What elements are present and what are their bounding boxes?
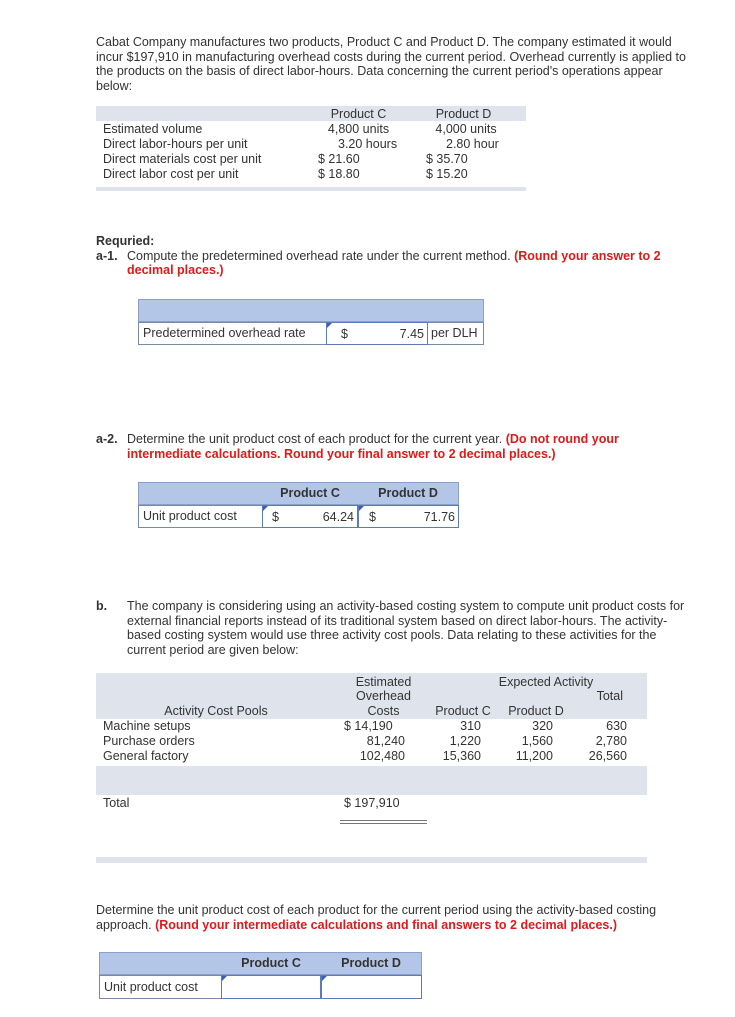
cell-c: 3.20 hours	[338, 137, 398, 151]
double-underline	[340, 820, 427, 821]
intro-line: the products on the basis of direct labor-hours. Data concerning the current period's operations appear	[96, 64, 663, 78]
pool-c: 310	[460, 719, 481, 733]
currency-symbol: $	[341, 327, 348, 341]
pool-cost: 102,480	[359, 749, 405, 763]
total-label: Total	[103, 796, 130, 810]
col-header-est-1: Estimated	[355, 675, 412, 689]
rate-value: 7.45	[399, 327, 424, 341]
pool-total: 2,780	[595, 734, 627, 748]
unit-cost-table-a2	[138, 482, 459, 529]
rate-unit: per DLH	[431, 326, 478, 340]
question-line: external financial reports instead of its traditional system based on direct labor-hours. The activity-	[127, 613, 668, 628]
question-line: based costing system would use three activity cost pools. Data relating to these activities for the	[127, 628, 657, 642]
question-number: b.	[96, 599, 108, 613]
unit-cost-c-input[interactable]	[262, 505, 358, 528]
rounding-note: (Round your answer to 2	[514, 248, 661, 263]
answer-marker-icon	[322, 976, 327, 981]
row-label: Direct materials cost per unit	[103, 152, 262, 166]
cell-d: $ 35.70	[426, 152, 468, 166]
pool-c: 1,220	[449, 734, 481, 748]
pool-total: 630	[606, 719, 627, 733]
question-b	[96, 599, 726, 657]
row-label: Unit product cost	[104, 980, 198, 994]
table-footer-band	[96, 857, 647, 863]
overhead-rate-input[interactable]	[326, 322, 428, 345]
total-cost: $ 197,910	[344, 796, 400, 810]
question-number: a-1.	[96, 248, 118, 263]
pool-d: 1,560	[521, 734, 553, 748]
question-number: a-2.	[96, 432, 118, 446]
col-header-product-d: Product D	[378, 486, 438, 500]
product-data-table	[96, 106, 526, 195]
double-underline	[340, 823, 427, 824]
unit-cost-d-value: 71.76	[423, 510, 455, 524]
question-text: Determine the unit product cost of each product for the current year.	[127, 432, 503, 446]
unit-cost-c-value: 64.24	[322, 510, 354, 524]
pool-label: Purchase orders	[103, 734, 195, 748]
unit-cost-d-input[interactable]	[358, 505, 459, 528]
col-header-product-d: Product D	[435, 107, 492, 121]
answer-marker-icon	[327, 323, 332, 328]
currency-symbol: $	[369, 510, 376, 524]
intro-line: incur $197,910 in manufacturing overhead costs during the current period. Overhead currently is applied to	[96, 49, 686, 64]
intro-paragraph	[96, 35, 726, 93]
table-header-band	[138, 299, 484, 322]
cell-d: 2.80 hour	[446, 137, 499, 151]
col-header-product-c: Product C	[435, 704, 491, 718]
row-label: Estimated volume	[103, 122, 203, 136]
rounding-note: (Round your intermediate calculations and final answers to 2 decimal places.)	[155, 917, 618, 932]
col-header-total: Total	[596, 689, 623, 703]
required-section	[96, 234, 726, 278]
col-header-product-d: Product D	[341, 956, 401, 970]
table-footer-band	[96, 187, 526, 191]
row-label: Unit product cost	[143, 509, 237, 523]
col-header-est-2: Overhead	[356, 689, 411, 703]
intro-line: below:	[96, 78, 133, 93]
question-line: Determine the unit product cost of each product for the current period using the activity-based costing	[96, 903, 657, 917]
col-header-est-3: Costs	[367, 704, 400, 718]
pool-cost: $ 14,190	[344, 719, 393, 733]
cell-c: $ 18.80	[318, 167, 360, 181]
overhead-rate-table	[138, 299, 484, 346]
question-line: The company is considering using an activity-based costing system to compute unit product costs for	[127, 599, 685, 613]
cell-d: $ 15.20	[426, 167, 468, 181]
pool-label: General factory	[103, 749, 189, 763]
pool-total: 26,560	[588, 749, 627, 763]
cell-c: 4,800 units	[327, 122, 390, 136]
unit-cost-table-abc	[99, 952, 422, 999]
question-line: current period are given below:	[127, 642, 299, 657]
rounding-note: intermediate calculations. Round your final answer to 2 decimal places.)	[127, 446, 556, 461]
col-header-product-d: Product D	[508, 704, 564, 718]
col-header-product-c: Product C	[330, 107, 387, 121]
pool-cost: 81,240	[366, 734, 405, 748]
pool-d: 320	[532, 719, 553, 733]
col-header-product-c: Product C	[241, 956, 301, 970]
row-label: Direct labor cost per unit	[103, 167, 239, 181]
pool-c: 15,360	[442, 749, 481, 763]
question-a2	[96, 432, 726, 461]
question-text: Compute the predetermined overhead rate under the current method.	[127, 248, 511, 263]
cell-c: $ 21.60	[318, 152, 360, 166]
rounding-note: (Do not round your	[505, 432, 619, 446]
pool-label: Machine setups	[103, 719, 191, 733]
answer-marker-icon	[222, 976, 227, 981]
rounding-note: decimal places.)	[127, 263, 224, 277]
col-header-pools: Activity Cost Pools	[164, 704, 268, 718]
abc-unit-cost-d-input[interactable]	[321, 975, 422, 999]
table-band	[96, 766, 647, 795]
col-header-expected-activity: Expected Activity	[498, 675, 594, 689]
pool-d: 11,200	[515, 749, 553, 763]
answer-marker-icon	[263, 506, 268, 511]
activity-cost-table	[96, 673, 647, 863]
currency-symbol: $	[272, 510, 279, 524]
question-line: approach.	[96, 917, 152, 932]
answer-marker-icon	[359, 506, 364, 511]
cell-d: 4,000 units	[435, 122, 497, 136]
col-header-product-c: Product C	[280, 486, 340, 500]
intro-line: Cabat Company manufactures two products, Product C and Product D. The company estimated it would	[96, 35, 672, 49]
rate-label: Predetermined overhead rate	[143, 326, 306, 340]
row-label: Direct labor-hours per unit	[103, 137, 248, 151]
abc-question	[96, 903, 726, 932]
abc-unit-cost-c-input[interactable]	[221, 975, 321, 999]
required-heading: Requried:	[96, 234, 155, 248]
